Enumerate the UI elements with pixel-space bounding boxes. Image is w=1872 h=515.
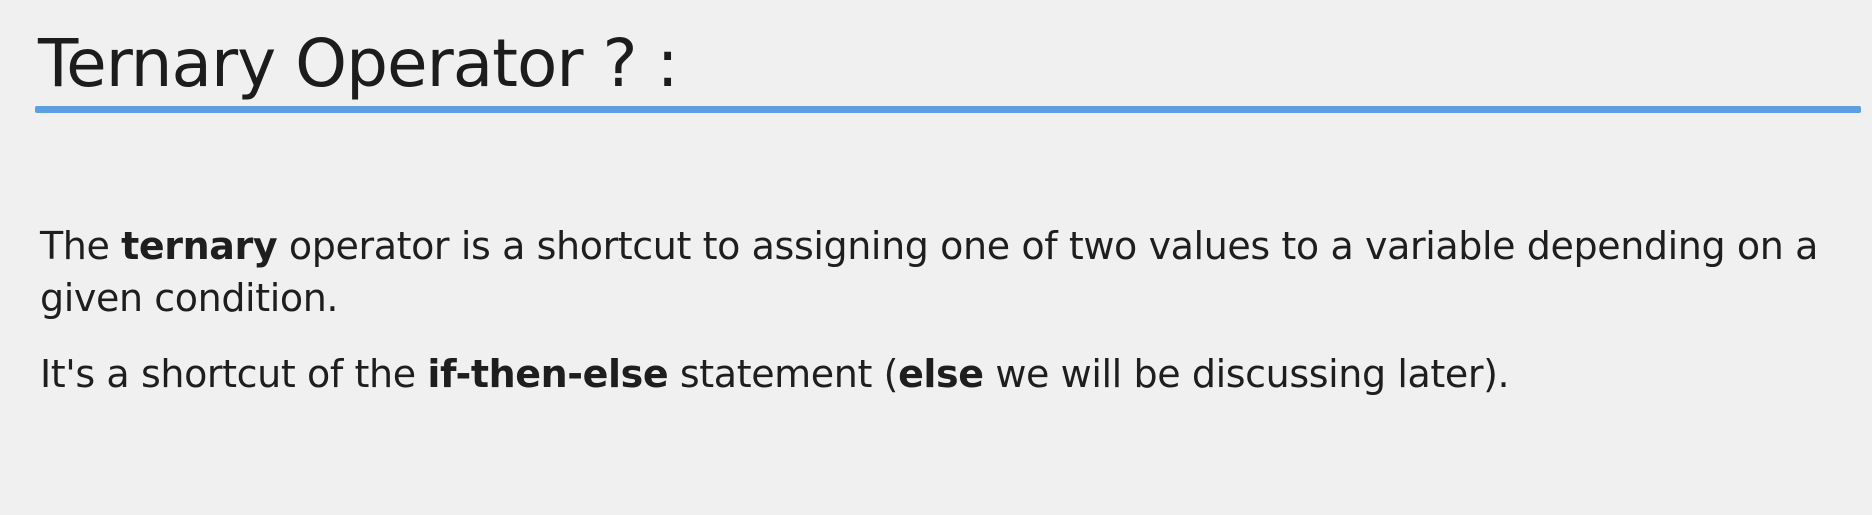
paragraph2-text-after: we will be discussing later). — [983, 352, 1510, 396]
paragraph1-text-after: operator is a shortcut to assigning one of two values to a variable depending on a given condition. — [40, 224, 1818, 320]
paragraph2-text-middle: statement ( — [668, 352, 899, 396]
paragraph1-text-before: The — [40, 224, 122, 268]
keyword-else: else — [898, 352, 984, 396]
paragraph-if-then-else — [40, 348, 1840, 400]
slide-title: Ternary Operator ? : — [38, 25, 678, 102]
slide-body — [40, 220, 1840, 424]
keyword-ternary: ternary — [121, 224, 278, 268]
paragraph2-text-before: It's a shortcut of the — [40, 352, 428, 396]
title-underline — [35, 106, 1861, 113]
paragraph-ternary-definition — [40, 220, 1840, 324]
keyword-if-then-else: if-then-else — [427, 352, 669, 396]
